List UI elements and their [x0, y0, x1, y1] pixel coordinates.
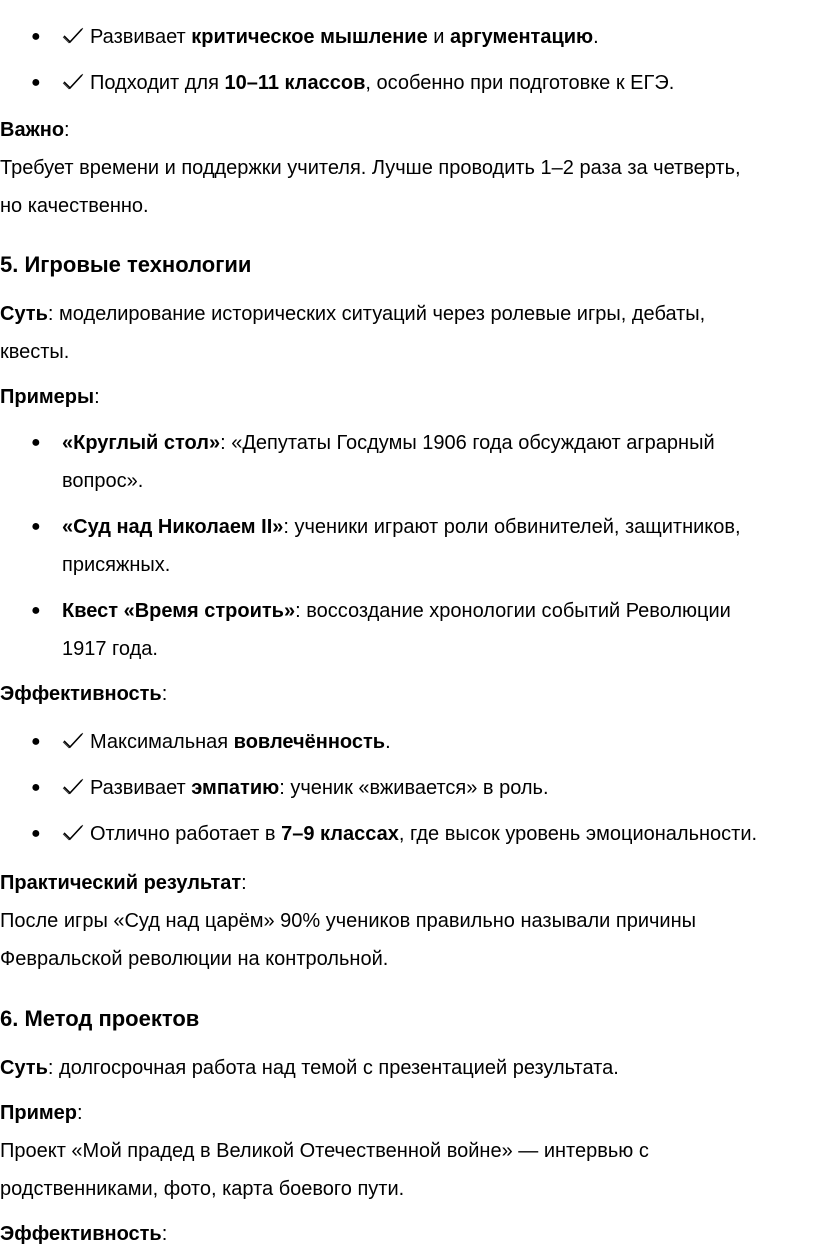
bullet-icon: ●	[31, 825, 41, 842]
efficiency-label: Эффективность	[0, 683, 162, 705]
colon: :	[241, 872, 247, 894]
essence-label: Суть	[0, 1057, 48, 1079]
efficiency-label: Эффективность	[0, 1223, 162, 1245]
check-mark-icon	[62, 73, 84, 91]
list-item	[31, 769, 812, 807]
bullet-icon: ●	[31, 74, 41, 91]
important-text	[0, 149, 810, 225]
section-heading: 6. Метод проектов	[0, 1006, 200, 1031]
list-bold-text: вовлечённость	[233, 731, 386, 753]
examples-label: Примеры	[0, 386, 95, 408]
list-text: вопрос».	[62, 470, 144, 492]
list-text: и	[427, 26, 451, 48]
paragraph-line: После игры «Суд над царём» 90% учеников правильно называли причины	[0, 910, 697, 932]
list-text: Максимальная	[90, 731, 234, 753]
example-paragraph	[0, 1132, 810, 1208]
list-text: : воссоздание хронологии событий Революции	[295, 600, 731, 622]
check-mark-icon	[62, 824, 84, 842]
list-item	[31, 723, 812, 761]
list-text: Отлично работает в	[90, 823, 282, 845]
list-text: , где высок уровень эмоциональности.	[398, 823, 758, 845]
check-mark-icon	[62, 27, 84, 45]
paragraph-line: Февральской революции на контрольной.	[0, 948, 389, 970]
paragraph-line: но качественно.	[0, 195, 149, 217]
paragraph-line: Требует времени и поддержки учителя. Лучше проводить 1–2 раза за четверть,	[0, 157, 741, 179]
list-bold-text: Квест «Время строить»	[62, 600, 296, 622]
efficiency-label-line	[0, 675, 810, 713]
paragraph-line: : долгосрочная работа над темой с презентацией результата.	[47, 1057, 619, 1079]
list-text: : ученик «вживается» в роль.	[279, 777, 549, 799]
colon: :	[161, 683, 168, 705]
example-label: Пример	[0, 1102, 78, 1124]
list-bold-text: эмпатию	[191, 777, 280, 799]
examples-label-line	[0, 378, 810, 416]
list-text: .	[385, 731, 391, 753]
paragraph-line: квесты.	[0, 341, 70, 363]
list-text: : ученики играют роли обвинителей, защитников,	[283, 516, 741, 538]
result-paragraph	[0, 902, 810, 978]
colon: :	[64, 119, 70, 141]
result-label-line	[0, 864, 810, 902]
list-text: 1917 года.	[62, 638, 158, 660]
important-label-line	[0, 111, 810, 149]
list-bold-text: аргументацию	[450, 26, 594, 48]
bullet-icon: ●	[31, 518, 41, 535]
bullet-icon: ●	[31, 779, 41, 796]
list-text: , особенно при подготовке к ЕГЭ.	[365, 72, 675, 94]
paragraph-line: родственниками, фото, карта боевого пути.	[0, 1178, 405, 1200]
essence-label: Суть	[0, 303, 48, 325]
list-item	[31, 18, 812, 56]
list-bold-text: критическое мышление	[191, 26, 428, 48]
paragraph-line: : моделирование исторических ситуаций через ролевые игры, дебаты,	[47, 303, 706, 325]
bullet-icon: ●	[31, 28, 41, 45]
list-item	[31, 64, 812, 102]
essence-paragraph	[0, 1049, 810, 1087]
list-bold-text: 7–9 классах	[281, 823, 399, 845]
list-bold-text: «Суд над Николаем II»	[62, 516, 284, 538]
essence-paragraph	[0, 295, 810, 371]
list-bold-text: 10–11 классов	[224, 72, 366, 94]
list-text: Развивает	[90, 26, 192, 48]
example-label-line	[0, 1094, 810, 1132]
list-item	[31, 424, 812, 500]
list-text: присяжных.	[62, 554, 171, 576]
important-label: Важно	[0, 119, 65, 141]
bullet-icon: ●	[31, 434, 41, 451]
list-item	[31, 508, 812, 584]
list-bold-text: «Круглый стол»	[62, 432, 221, 454]
result-label: Практический результат	[0, 872, 242, 894]
list-text: Подходит для	[90, 72, 225, 94]
bullet-icon: ●	[31, 602, 41, 619]
efficiency-label-line	[0, 1215, 810, 1253]
colon: :	[94, 386, 100, 408]
list-text: Развивает	[90, 777, 192, 799]
colon: :	[161, 1223, 168, 1245]
list-text: .	[593, 26, 599, 48]
list-item	[31, 592, 812, 668]
list-item	[31, 815, 812, 853]
check-mark-icon	[62, 778, 84, 796]
paragraph-line: Проект «Мой прадед в Великой Отечественной войне» — интервью с	[0, 1140, 649, 1162]
bullet-icon: ●	[31, 733, 41, 750]
check-mark-icon	[62, 732, 84, 750]
list-text: : «Депутаты Госдумы 1906 года обсуждают аграрный	[220, 432, 715, 454]
section-heading: 5. Игровые технологии	[0, 252, 252, 277]
colon: :	[77, 1102, 83, 1124]
